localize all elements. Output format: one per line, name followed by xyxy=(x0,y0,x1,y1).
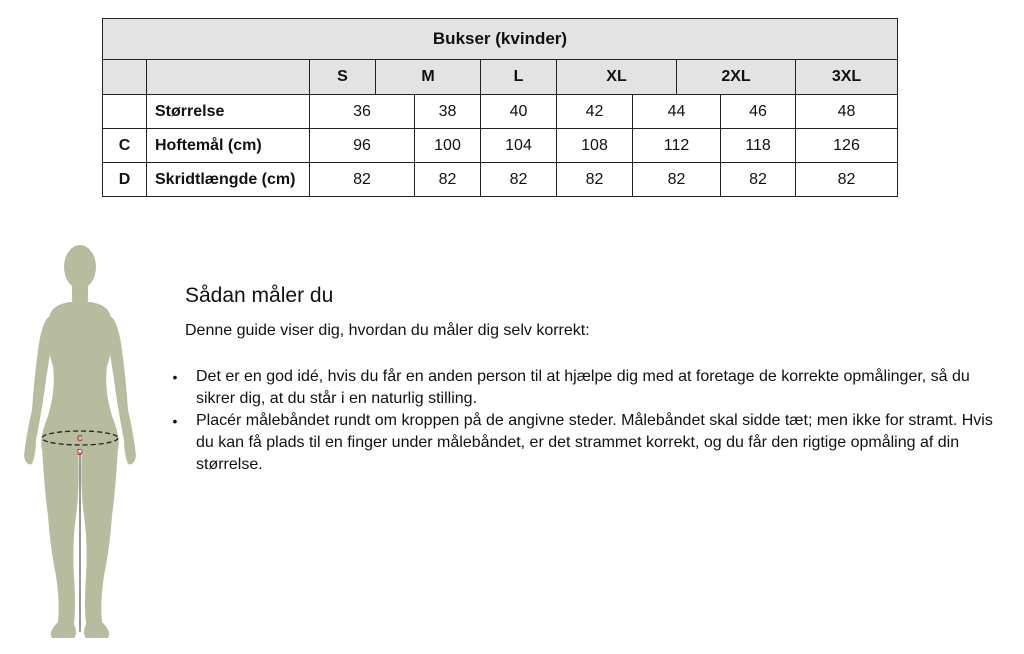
marker-c-label: C xyxy=(77,434,83,443)
table-cell: 112 xyxy=(633,129,721,163)
table-title: Bukser (kvinder) xyxy=(103,19,897,60)
table-cell: 46 xyxy=(721,95,796,129)
header-blank-label xyxy=(147,60,310,95)
size-table xyxy=(102,18,898,197)
bullet-text: Det er en god idé, hvis du får en anden person til at hjælpe dig med at foretage de korrekte opmålinger, så du sikrer dig, at du står i en naturlig stilling. xyxy=(196,368,970,407)
measuring-guide xyxy=(172,284,1020,476)
table-cell: 96 xyxy=(310,129,415,163)
row-label-hoftemal: Hoftemål (cm) xyxy=(147,129,310,163)
row-code xyxy=(103,95,147,129)
table-cell: 40 xyxy=(481,95,557,129)
size-header-xl: XL xyxy=(557,60,677,95)
row-code: C xyxy=(103,129,147,163)
size-header-l: L xyxy=(481,60,557,95)
table-cell: 48 xyxy=(796,95,897,129)
female-silhouette-icon xyxy=(20,240,140,640)
table-cell: 82 xyxy=(837,170,856,188)
table-cell: 126 xyxy=(796,129,897,163)
guide-intro: Denne guide viser dig, hvordan du måler dig selv korrekt: xyxy=(185,322,590,339)
bullet-dot-icon: • xyxy=(172,369,178,385)
table-cell: 82 xyxy=(481,163,557,196)
row-code: D xyxy=(103,163,147,196)
marker-d-label: D xyxy=(77,448,83,457)
table-cell: 82 xyxy=(310,163,415,196)
table-cell: 38 xyxy=(415,95,481,129)
table-cell: 100 xyxy=(415,129,481,163)
table-cell: 36 xyxy=(310,95,415,129)
size-header-3xl: 3XL xyxy=(796,60,897,95)
guide-bullet-list xyxy=(169,366,1004,476)
table-cell: 82 xyxy=(721,163,796,196)
table-cell: 44 xyxy=(633,95,721,129)
list-item xyxy=(169,410,1004,476)
guide-title: Sådan måler du xyxy=(185,284,334,307)
size-header-2xl: 2XL xyxy=(677,60,796,95)
table-cell: 82 xyxy=(557,163,633,196)
header-blank-code xyxy=(103,60,147,95)
table-cell: 82 xyxy=(415,163,481,196)
list-item xyxy=(169,366,1004,410)
table-cell: 108 xyxy=(557,129,633,163)
bullet-text: Placér målebåndet rundt om kroppen på de angivne steder. Målebåndet skal sidde tæt; men ikke for stramt. Hvis du kan få plads til en finger under målebåndet, er det strammet korrekt, og du får den rigtige opmåling af din størrelse. xyxy=(196,412,993,473)
bullet-dot-icon: • xyxy=(172,413,178,429)
size-header-m: M xyxy=(376,60,481,95)
size-header-s: S xyxy=(310,60,376,95)
table-cell: 118 xyxy=(721,129,796,163)
row-label-skridtlaengde: Skridtlængde (cm) xyxy=(147,163,310,196)
body-figure-illustration xyxy=(20,240,140,640)
table-cell: 42 xyxy=(557,95,633,129)
row-label-storrelse: Størrelse xyxy=(147,95,310,129)
table-cell: 104 xyxy=(481,129,557,163)
table-cell: 82 xyxy=(633,163,721,196)
